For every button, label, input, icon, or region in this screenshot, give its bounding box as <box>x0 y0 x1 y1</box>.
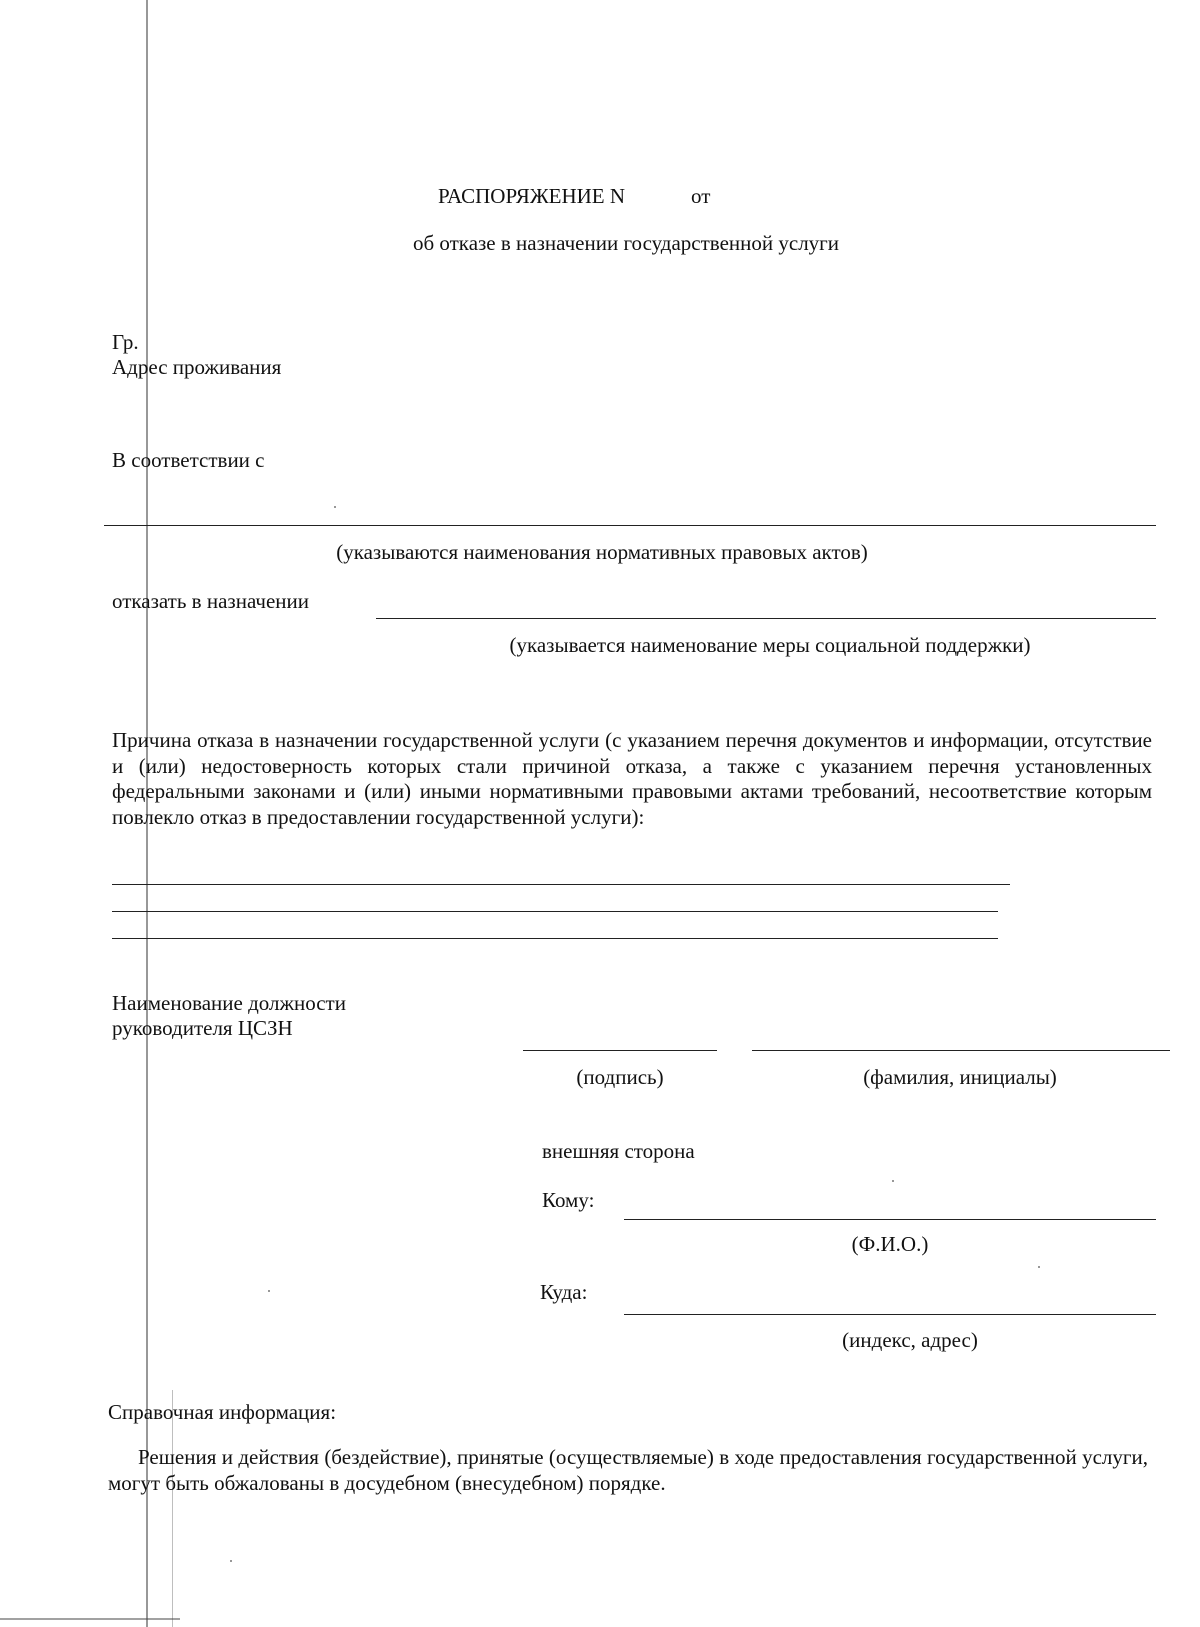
scan-speck <box>334 506 336 508</box>
reason-line-1 <box>112 884 1010 885</box>
order-title: РАСПОРЯЖЕНИЕ N от <box>438 184 711 208</box>
acts-caption: (указываются наименования нормативных правовых актов) <box>336 540 868 564</box>
address-label: Адрес проживания <box>112 355 282 379</box>
info-heading: Справочная информация: <box>108 1400 337 1424</box>
signature-line <box>523 1050 717 1051</box>
scan-speck <box>1038 1266 1040 1268</box>
measure-line <box>376 618 1156 619</box>
position-title-line1: Наименование должности <box>112 991 346 1015</box>
acts-line <box>104 525 1156 526</box>
signature-caption: (подпись) <box>576 1065 664 1089</box>
reason-line-2 <box>112 911 998 912</box>
order-subtitle: об отказе в назначении государственной услуги <box>412 231 840 255</box>
to-label: Кому: <box>542 1188 595 1212</box>
measure-caption: (указывается наименование меры социальной поддержки) <box>509 633 1031 657</box>
refuse-label: отказать в назначении <box>112 589 310 613</box>
fio-caption: (Ф.И.О.) <box>851 1232 929 1256</box>
outer-side-label: внешняя сторона <box>542 1139 695 1163</box>
recipient-line <box>624 1219 1156 1220</box>
where-label: Куда: <box>540 1280 588 1304</box>
address-line <box>624 1314 1156 1315</box>
reason-paragraph: Причина отказа в назначении государственной услуги (с указанием перечня документов и информации, отсутствие и (или) недостоверность которых стали причиной отказа, а также с указанием перечня установленных федеральными законами и (или) иными нормативными правовыми актами требований, несоответствие которым повлекло отказ в предоставлении государственной услуги): <box>112 728 1152 829</box>
scan-artifact-line <box>172 1390 173 1627</box>
index-address-caption: (индекс, адрес) <box>842 1328 978 1352</box>
scan-artifact-line <box>0 1618 180 1620</box>
scan-speck <box>268 1290 270 1292</box>
position-title-line2: руководителя ЦСЗН <box>112 1016 293 1040</box>
reason-line-3 <box>112 938 998 939</box>
name-line <box>752 1050 1170 1051</box>
citizen-label: Гр. <box>112 330 139 354</box>
scan-speck <box>230 1560 232 1562</box>
name-caption: (фамилия, инициалы) <box>863 1065 1057 1089</box>
info-paragraph: Решения и действия (бездействие), принятые (осуществляемые) в ходе предоставления государственной услуги, могут быть обжалованы в досудебном (внесудебном) порядке. <box>108 1445 1148 1495</box>
scan-speck <box>892 1180 894 1182</box>
accordance-label: В соответствии с <box>112 448 265 472</box>
